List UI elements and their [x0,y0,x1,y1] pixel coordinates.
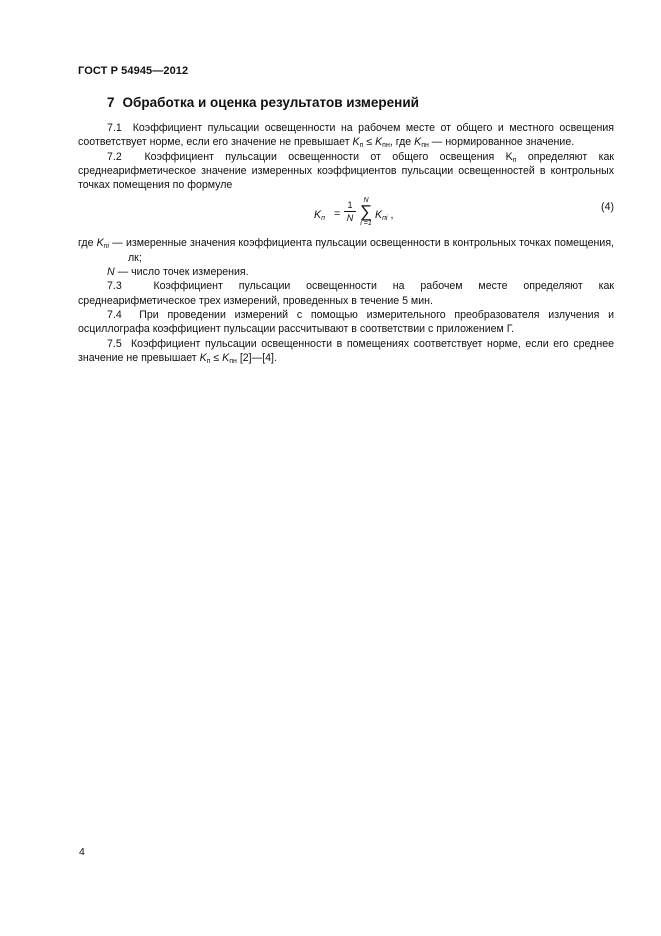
paragraph-7-5: 7.5 Коэффициент пульсации освещенности в помещениях соответствует норме, если его среднее значение не превышает $K_п \le K_{пн}$ [2]—[4]. [78,337,614,365]
definition-n: N — число точек измерения. [107,266,249,279]
paragraph-7-4: 7.4 При проведении измерений с помощью измерительного преобразователя излучения и осциллографа коэффициент пульсации рассчитывают в соответствии с приложением Г. [78,308,615,336]
document-body [78,121,614,365]
section-title: Обработка и оценка результатов измерений [122,95,419,110]
summation-symbol: N ∑ i =1 [359,197,373,228]
formula-lhs: $K_п$ [314,209,325,223]
definition-k-pi: где $K_{пi}$ — измеренные значения коэффициента пульсации освещенности в контрольных точках помещения, лк; [78,237,614,264]
section-number: 7 [107,95,115,110]
formula-equals: = [334,208,341,221]
paragraph-number: 7.4 [107,308,122,321]
formula-block [78,194,614,236]
paragraph-7-3: 7.3 Коэффициент пульсации освещенности на рабочем месте определяют как среднеарифметическое трех измерений, проведенных в течение 5 мин. [78,280,614,307]
formula-rhs: $K_{пi}$ , [375,209,394,223]
equation-number: (4) [601,201,614,214]
paragraph-number: 7.2 [107,150,122,163]
paragraph-7-1: 7.1 Коэффициент пульсации освещенности на рабочем месте от общего и местного освещения соответствует норме, если его значение не превышает $K_п \le K_{пн}$, где $K_{пн}$ — нормированное значение. [78,122,615,150]
section-heading [107,95,419,110]
page-number: 4 [79,846,85,858]
paragraph-number: 7.3 [107,280,122,293]
document-standard-id: ГОСТ Р 54945—2012 [78,65,189,77]
paragraph-number: 7.1 [107,122,122,134]
formula-fraction: 1 N [344,200,356,223]
paragraph-7-2: 7.2 Коэффициент пульсации освещенности от общего освещения $K_п$ определяют как среднеарифметическое значение измеренных коэффициентов пульсации освещенностей в контрольных точках помещения по формуле [78,150,614,192]
paragraph-number: 7.5 [107,337,122,350]
